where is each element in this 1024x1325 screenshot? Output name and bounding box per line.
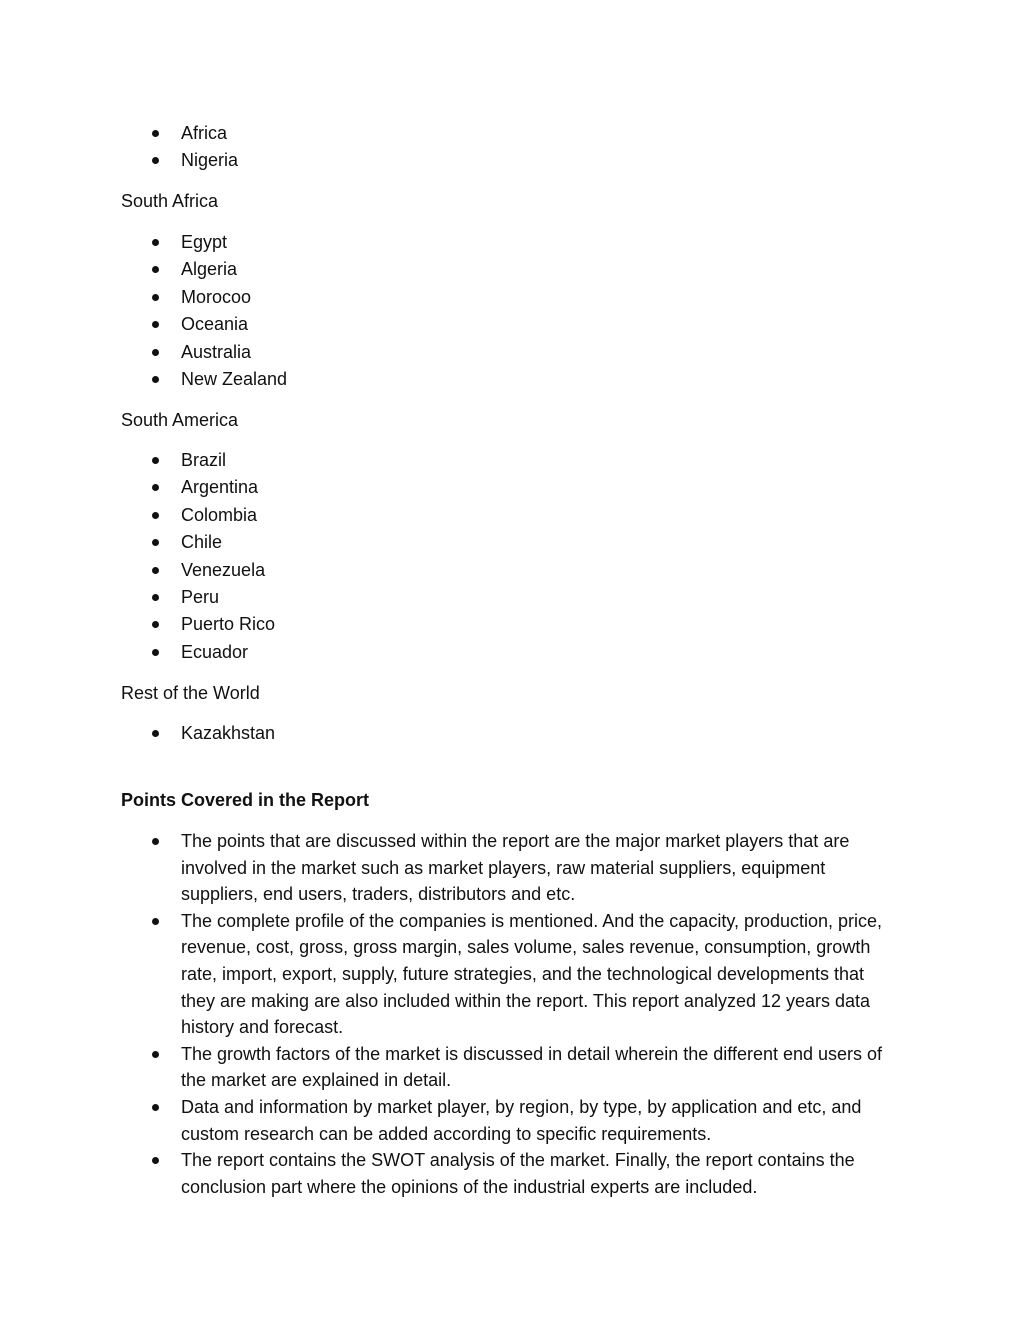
list-item: Morocoo — [121, 284, 891, 311]
list-item: Peru — [121, 584, 891, 611]
list-south-africa — [121, 229, 891, 393]
list-item: New Zealand — [121, 366, 891, 393]
list-item: Chile — [121, 529, 891, 556]
list-points-covered — [121, 828, 896, 1200]
list-africa — [121, 120, 891, 175]
list-item: Egypt — [121, 229, 891, 256]
list-item: Data and information by market player, by region, by type, by application and etc, and custom research can be added according to specific requirements. — [121, 1094, 896, 1147]
list-item: The growth factors of the market is discussed in detail wherein the different end users of the market are explained in detail. — [121, 1041, 896, 1094]
list-item: Colombia — [121, 502, 891, 529]
heading-south-africa: South Africa — [121, 191, 219, 211]
list-item: Argentina — [121, 474, 891, 501]
list-item: The points that are discussed within the report are the major market players that are involved in the market such as market players, raw material suppliers, equipment suppliers, end users, traders, distributors and etc. — [121, 828, 896, 908]
list-item: Ecuador — [121, 639, 891, 666]
list-item: Puerto Rico — [121, 611, 891, 638]
heading-points-covered: Points Covered in the Report — [121, 790, 370, 810]
heading-south-america: South America — [121, 410, 239, 430]
list-item: Australia — [121, 339, 891, 366]
list-item: Africa — [121, 120, 891, 147]
list-item: Nigeria — [121, 147, 891, 174]
list-item: Algeria — [121, 256, 891, 283]
list-item: Venezuela — [121, 557, 891, 584]
list-item: Oceania — [121, 311, 891, 338]
list-item: The report contains the SWOT analysis of the market. Finally, the report contains the conclusion part where the opinions of the industrial experts are included. — [121, 1147, 896, 1200]
list-item: Kazakhstan — [121, 720, 891, 747]
list-rest-of-world — [121, 720, 891, 747]
list-south-america — [121, 447, 891, 666]
list-item: Brazil — [121, 447, 891, 474]
heading-rest-of-world: Rest of the World — [121, 683, 260, 703]
list-item: The complete profile of the companies is mentioned. And the capacity, production, price, revenue, cost, gross, gross margin, sales volume, sales revenue, consumption, growth rate, import, export, supply, future strategies, and the technological developments that they are making are also included within the report. This report analyzed 12 years data history and forecast. — [121, 908, 896, 1041]
